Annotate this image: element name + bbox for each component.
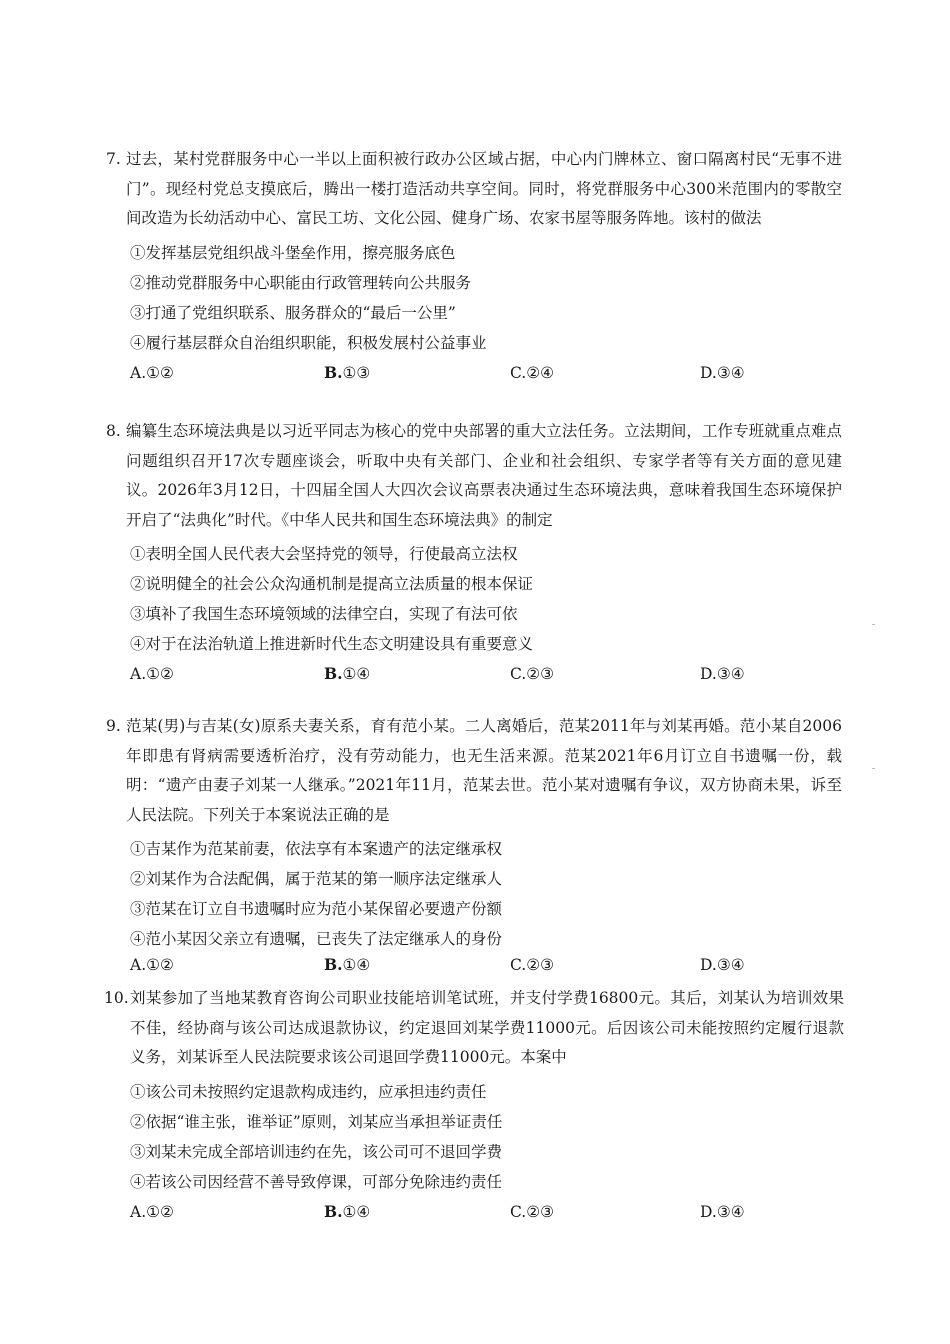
question-text: 过去，某村党群服务中心一半以上面积被行政办公区域占据，中心内门牌林立、窗口隔离村民“无事不进门”。现经村党总支摸底后，腾出一楼打造活动共享空间。同时，将党群服务中心300米范围内的零散空间改造为长幼活动中心、富民工坊、文化公园、健身广场、农家书屋等服务阵地。该村的做法	[126, 150, 842, 227]
question-text: 刘某参加了当地某教育咨询公司职业技能培训笔试班，并支付学费16800元。其后，刘某认为培训效果不佳，经协商与该公司达成退款协议，约定退回刘某学费11000元。后因该公司未能按照约定履行退款义务，刘某诉至人民法院要求该公司退回学费11000元。本案中	[130, 989, 844, 1066]
choice-a[interactable]: A.①②	[130, 363, 174, 382]
choice-d[interactable]: D.③④	[700, 956, 745, 974]
choice-d[interactable]: D.③④	[700, 665, 745, 683]
choice-c[interactable]: C.②④	[510, 363, 555, 382]
question-10	[104, 984, 844, 1227]
choice-d[interactable]: D.③④	[700, 363, 745, 382]
question-number: 10.	[104, 989, 129, 1007]
choice-b[interactable]: B.①④	[324, 955, 371, 974]
choice-b[interactable]: B.①④	[324, 1201, 371, 1221]
statement-2: ②刘某作为合法配偶，属于范某的第一顺序法定继承人	[130, 870, 503, 888]
answer-choices	[106, 659, 842, 689]
statement-3: ③刘某未完成全部培训违约在先，该公司可不退回学费	[130, 1142, 503, 1161]
answer-choices	[104, 1197, 844, 1227]
question-7	[106, 145, 842, 388]
choice-c[interactable]: C.②③	[510, 665, 555, 683]
question-stem	[106, 145, 842, 234]
choice-a[interactable]: A.①②	[130, 956, 174, 974]
statement-2: ②推动党群服务中心职能由行政管理转向公共服务	[130, 273, 472, 292]
question-stem	[104, 984, 844, 1073]
choice-a[interactable]: A.①②	[130, 1202, 174, 1221]
question-number: 7.	[106, 150, 121, 168]
statement-4: ④对于在法治轨道上推进新时代生态文明建设具有重要意义	[130, 635, 534, 653]
statement-2: ②说明健全的社会公众沟通机制是提高立法质量的根本保证	[130, 575, 534, 593]
question-number: 8.	[106, 422, 121, 440]
answer-choices	[106, 950, 842, 980]
statement-3: ③填补了我国生态环境领域的法律空白，实现了有法可依	[130, 605, 518, 623]
statement-4: ④若该公司因经营不善导致停课，可部分免除违约责任	[130, 1172, 503, 1191]
statement-1: ①吉某作为范某前妻，依法享有本案遗产的法定继承权	[130, 840, 503, 858]
statement-list	[106, 238, 842, 358]
question-number: 9.	[106, 717, 121, 735]
statement-2: ②依据“谁主张，谁举证”原则，刘某应当承担举证责任	[130, 1112, 503, 1131]
question-text: 编纂生态环境法典是以习近平同志为核心的党中央部署的重大立法任务。立法期间，工作专班就重点难点问题组织召开17次专题座谈会，听取中央有关部门、企业和社会组织、专家学者等有关方面的意见建议。2026年3月12日，十四届全国人大四次会议高票表决通过生态环境法典，意味着我国生态环境保护开启了“法典化”时代。《中华人民共和国生态环境法典》的制定	[126, 422, 842, 529]
statement-list	[106, 834, 842, 954]
statement-1: ①发挥基层党组织战斗堡垒作用，擦亮服务底色	[130, 243, 456, 262]
statement-4: ④范小某因父亲立有遗嘱，已丧失了法定继承人的身份	[130, 930, 503, 948]
statement-4: ④履行基层群众自治组织职能，积极发展村公益事业	[130, 333, 487, 352]
scan-mark	[872, 624, 875, 625]
statement-list	[104, 1077, 844, 1197]
question-stem	[106, 417, 842, 535]
choice-b[interactable]: B.①④	[324, 664, 371, 683]
choice-c[interactable]: C.②③	[510, 1202, 555, 1221]
question-9	[106, 712, 842, 980]
statement-list	[106, 539, 842, 659]
choice-b[interactable]: B.①③	[324, 362, 371, 382]
statement-1: ①表明全国人民代表大会坚持党的领导，行使最高立法权	[130, 545, 518, 563]
choice-c[interactable]: C.②③	[510, 956, 555, 974]
choice-a[interactable]: A.①②	[130, 665, 174, 683]
question-stem	[106, 712, 842, 830]
statement-3: ③范某在订立自书遗嘱时应为范小某保留必要遗产份额	[130, 900, 503, 918]
question-text: 范某(男)与吉某(女)原系夫妻关系，育有范小某。二人离婚后，范某2011年与刘某再婚。范小某自2006年即患有肾病需要透析治疗，没有劳动能力，也无生活来源。范某2021年6月订立自书遗嘱一份，载明：“遗产由妻子刘某一人继承。”2021年11月，范某去世。范小某对遗嘱有争议，双方协商未果，诉至人民法院。下列关于本案说法正确的是	[126, 717, 842, 824]
statement-1: ①该公司未按照约定退款构成违约，应承担违约责任	[130, 1082, 487, 1101]
scan-mark	[872, 768, 875, 769]
question-8	[106, 417, 842, 689]
statement-3: ③打通了党组织联系、服务群众的“最后一公里”	[130, 303, 456, 322]
choice-d[interactable]: D.③④	[700, 1202, 745, 1221]
answer-choices	[106, 358, 842, 388]
